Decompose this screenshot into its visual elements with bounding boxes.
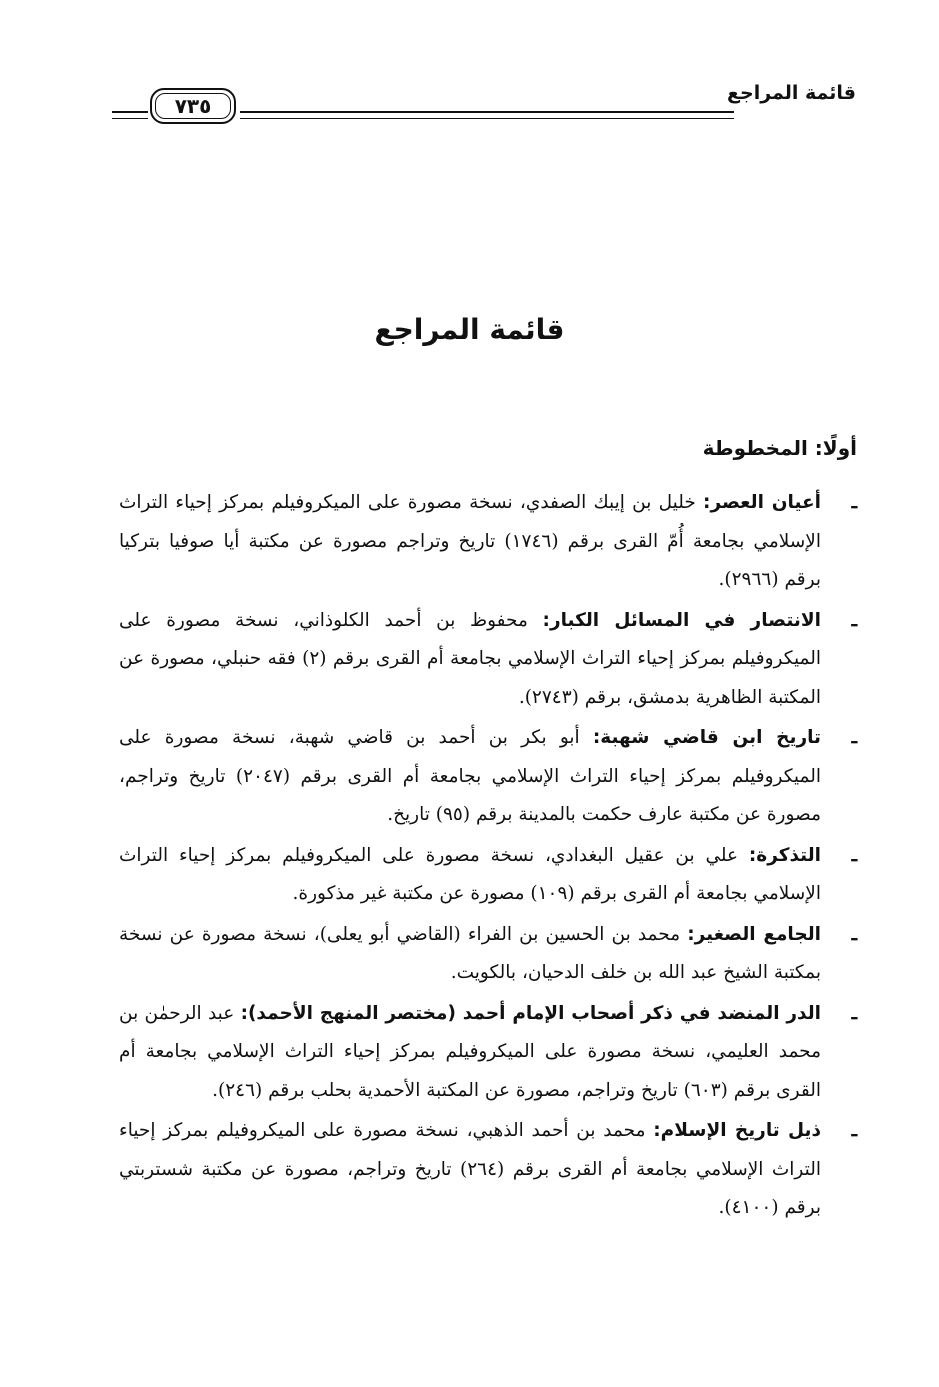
page-number-badge — [150, 88, 236, 124]
header-rule-left — [112, 111, 148, 119]
reference-entry — [119, 837, 857, 914]
running-title: قائمة المراجع — [727, 82, 856, 104]
bullet-dash: ـ — [851, 609, 857, 631]
reference-entry — [119, 719, 857, 835]
reference-details: علي بن عقيل البغدادي، نسخة مصورة على الميكروفيلم بمركز إحياء التراث الإسلامي بجامعة أم القرى برقم (١٠٩) مصورة عن مكتبة غير مذكورة. — [119, 844, 821, 904]
reference-entry — [119, 995, 857, 1111]
bullet-dash: ـ — [851, 1120, 857, 1141]
page-header — [112, 78, 856, 122]
reference-details: محمد بن أحمد الذهبي، نسخة مصورة على الميكروفيلم بمركز إحياء التراث الإسلامي بجامعة أم القرى برقم (٢٦٤) تاريخ وتراجم، مصورة عن مكتبة شستربتي برقم (٤١٠٠). — [119, 1120, 821, 1218]
reference-entry — [119, 602, 857, 718]
section-subheading: أولًا: المخطوطة — [702, 436, 857, 460]
bullet-dash: ـ — [851, 492, 857, 513]
page-title: قائمة المراجع — [374, 313, 565, 346]
reference-entry — [119, 484, 857, 600]
reference-title: تاريخ ابن قاضي شهبة: — [592, 727, 822, 748]
reference-details: أبو بكر بن أحمد بن قاضي شهبة، نسخة مصورة على الميكروفيلم بمركز إحياء التراث الإسلامي بجامعة أم القرى برقم (٢٠٤٧) تاريخ وتراجم، مصورة عن مكتبة عارف حكمت بالمدينة برقم (٩٥) تاريخ. — [119, 727, 821, 825]
bullet-dash: ـ — [851, 1002, 857, 1024]
bullet-dash: ـ — [851, 727, 857, 748]
reference-entry — [119, 916, 857, 993]
reference-title: الجامع الصغير: — [687, 923, 821, 945]
page-number: ٧٣٥ — [174, 94, 212, 118]
bullet-dash: ـ — [851, 923, 857, 945]
reference-details: خليل بن إيبك الصفدي، نسخة مصورة على الميكروفيلم بمركز إحياء التراث الإسلامي بجامعة أُمّ القرى برقم (١٧٤٦) تاريخ وتراجم مصورة عن مكتبة أيا صوفيا بتركيا برقم (٢٩٦٦). — [119, 492, 821, 590]
reference-title: التذكرة: — [748, 844, 821, 866]
reference-list — [119, 484, 857, 1230]
reference-title: الدر المنضد في ذكر أصحاب الإمام أحمد (مختصر المنهج الأحمد): — [240, 1002, 821, 1024]
reference-entry — [119, 1112, 857, 1228]
bullet-dash: ـ — [851, 844, 857, 866]
reference-details: محمد بن الحسين بن الفراء (القاضي أبو يعلى)، نسخة مصورة عن نسخة بمكتبة الشيخ عبد الله بن خلف الدحيان، بالكويت. — [119, 923, 821, 983]
header-rule — [240, 111, 734, 119]
reference-title: ذيل تاريخ الإسلام: — [653, 1120, 821, 1141]
reference-details: عبد الرحمٰن بن محمد العليمي، نسخة مصورة على الميكروفيلم بمركز إحياء التراث الإسلامي بجامعة أم القرى برقم (٦٠٣) تاريخ وتراجم، مصورة عن المكتبة الأحمدية بحلب برقم (٢٤٦). — [119, 1002, 821, 1101]
reference-title: الانتصار في المسائل الكبار: — [542, 609, 821, 631]
reference-title: أعيان العصر: — [703, 492, 821, 513]
reference-details: محفوظ بن أحمد الكلوذاني، نسخة مصورة على الميكروفيلم بمركز إحياء التراث الإسلامي بجامعة أم القرى برقم (٢) فقه حنبلي، مصورة عن المكتبة الظاهرية بدمشق، برقم (٢٧٤٣). — [119, 609, 821, 708]
